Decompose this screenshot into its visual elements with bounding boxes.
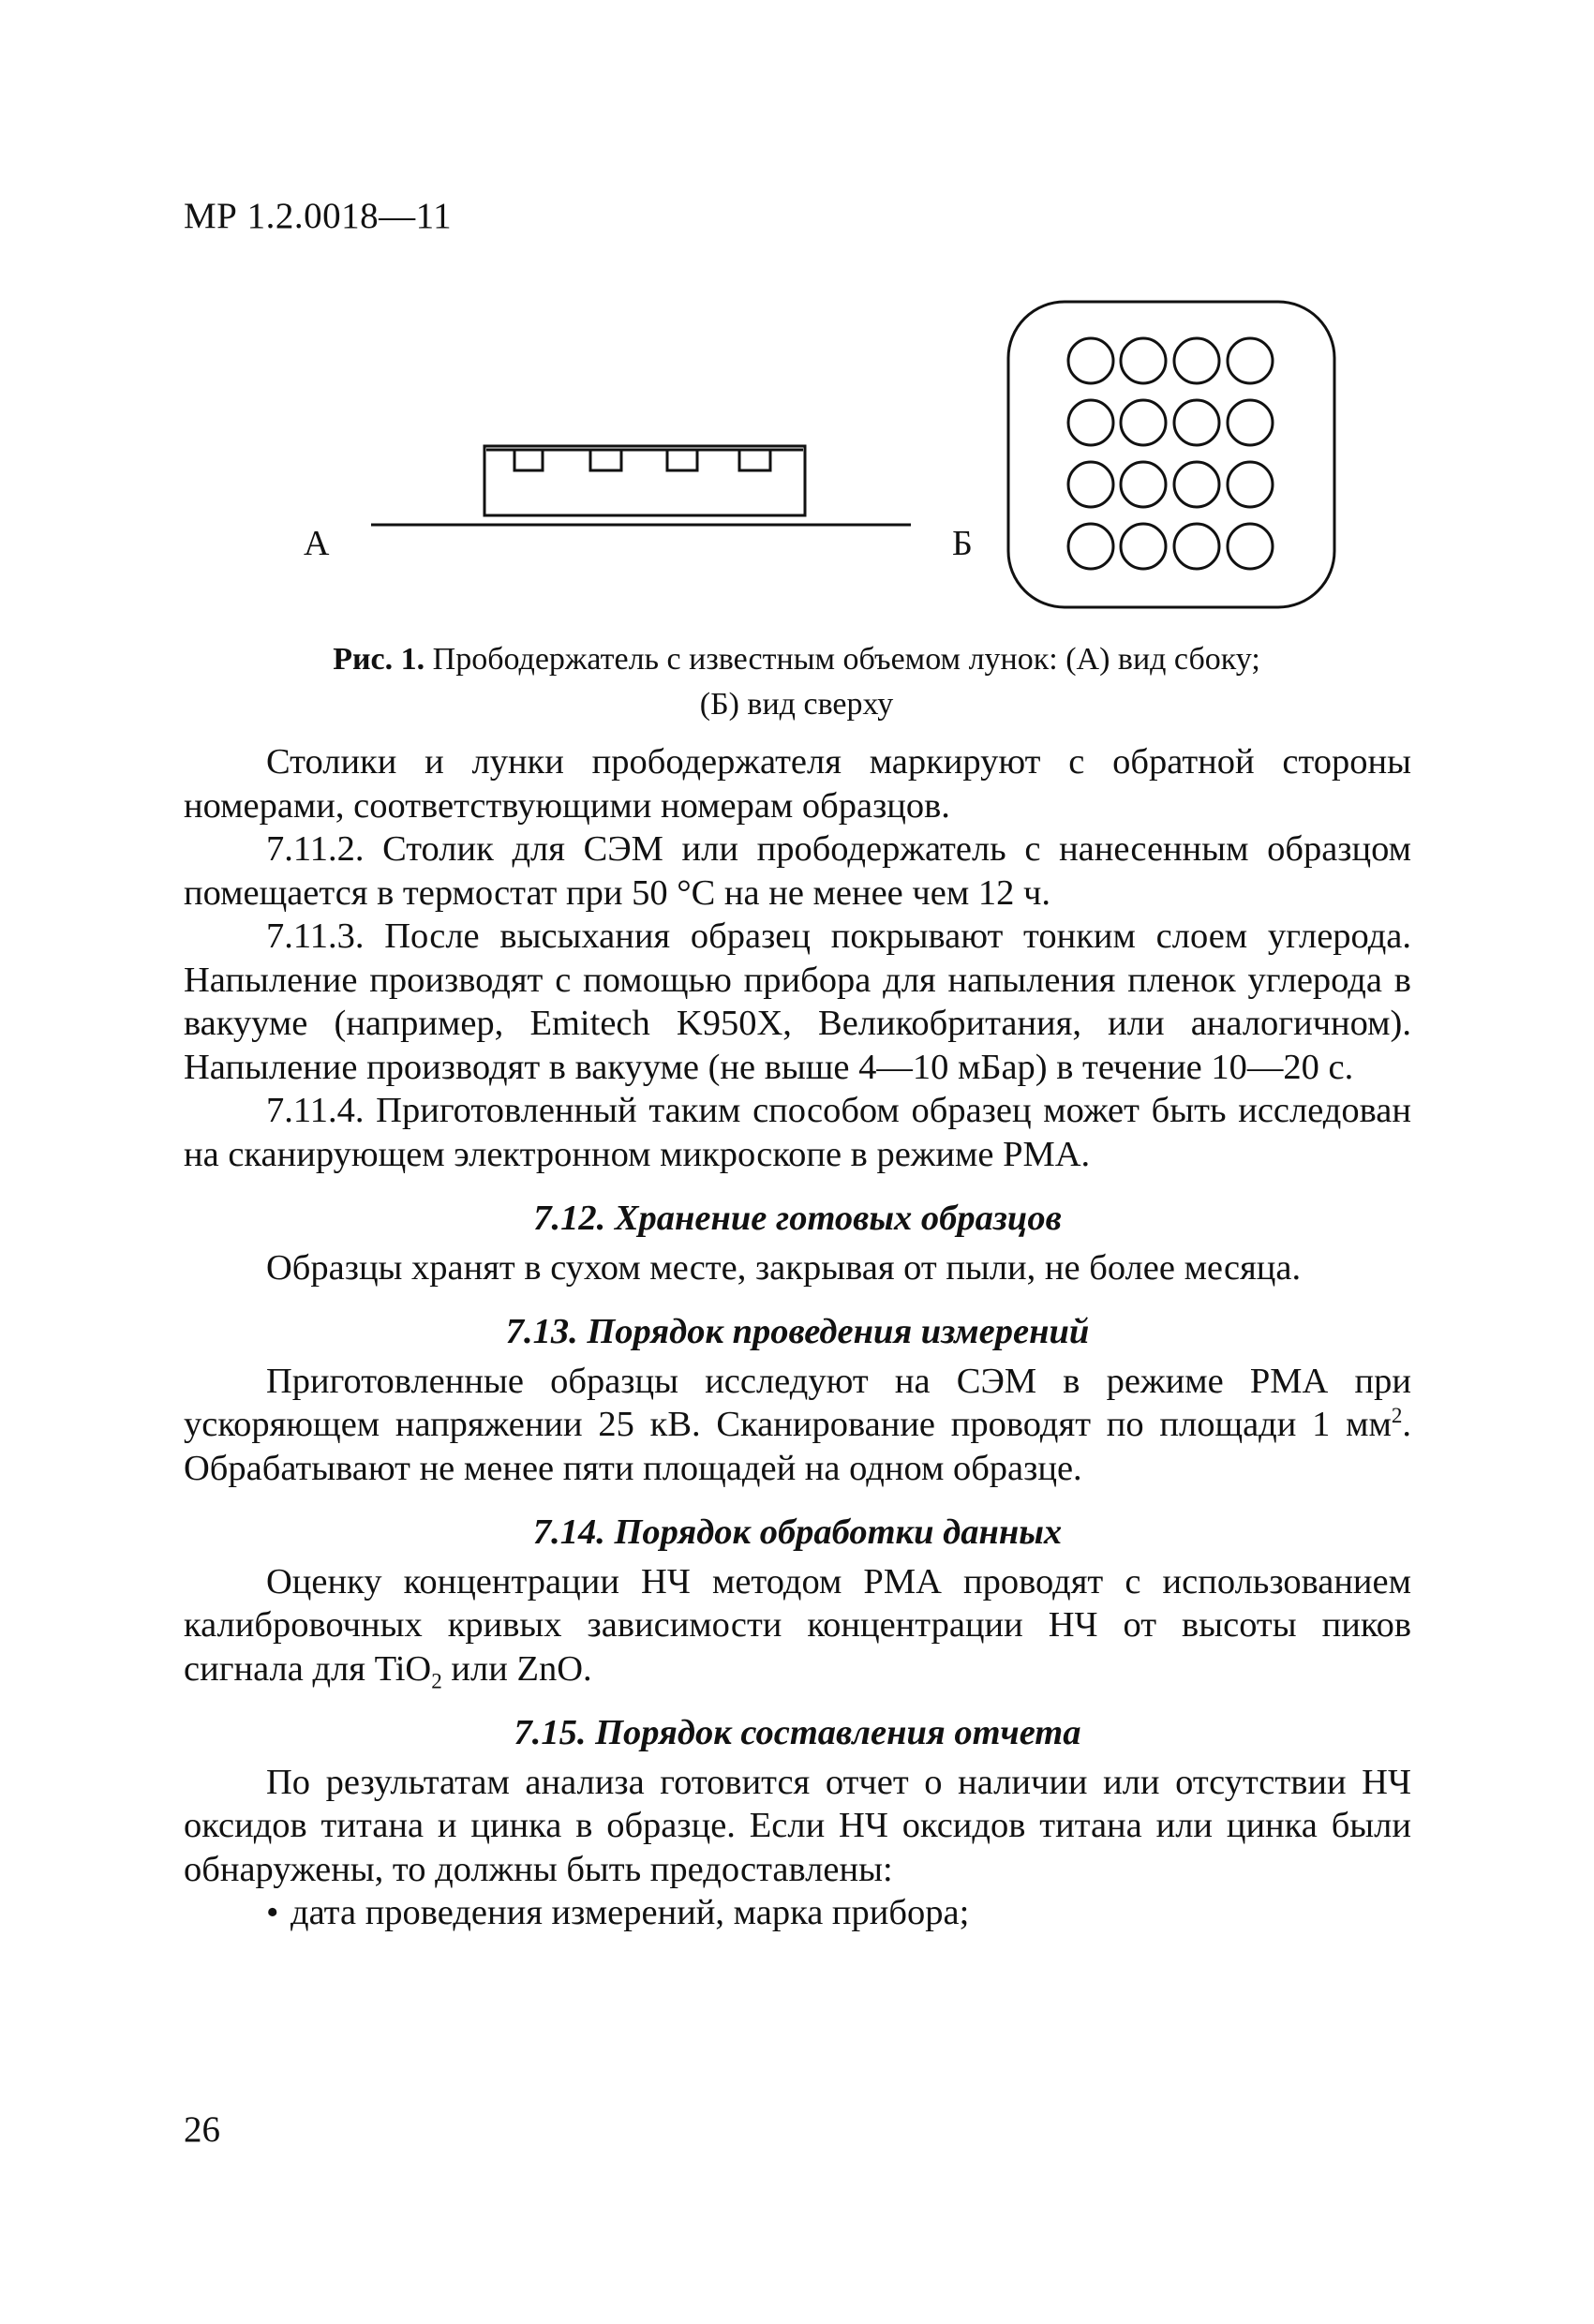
well-circle (1228, 462, 1273, 507)
well-circle (1121, 524, 1166, 569)
section-title-7-14: 7.14. Порядок обработки данных (532, 1512, 1063, 1552)
well-circle (1174, 338, 1219, 383)
side-view (371, 446, 911, 525)
paragraph-7-11-2: 7.11.2. Столик для СЭМ или прободержатель с нанесенным образцом помещается в термостат при 50 °С на не менее чем 12 ч. (184, 829, 1411, 913)
paragraph-7-11-4: 7.11.4. Приготовленный таким способом образец может быть исследован на сканирующем электронном микроскопе в режиме РМА. (184, 1091, 1411, 1174)
well-circle (1121, 338, 1166, 383)
document-code: МР 1.2.0018—11 (184, 196, 453, 236)
well-circle (1068, 462, 1113, 507)
well-circle (1068, 338, 1113, 383)
well-circle (1228, 400, 1273, 445)
section-title-7-13: 7.13. Порядок проведения измерений (505, 1312, 1090, 1351)
figure-label-b: Б (952, 524, 973, 563)
top-view (1008, 302, 1334, 607)
paragraph-7-14: Оценку концентрации НЧ методом РМА проводят с использованием калибровочных кривых зависимости концентрации НЧ от высоты пиков сигнала для TiO$_2$ или ZnO. (184, 1561, 1411, 1693)
side-view-well-3 (667, 450, 697, 470)
caption-line-1: Прободержатель с известным объемом лунок: (А) вид сбоку; (425, 642, 1260, 677)
paragraph-7-15: По результатам анализа готовится отчет о наличии или отсутствии НЧ оксидов титана и цинка в образце. Если НЧ оксидов титана или цинка были обнаружены, то должны быть предоставлены: (184, 1762, 1411, 1889)
top-view-wells (1068, 338, 1273, 569)
section-title-7-12: 7.12. Хранение готовых образцов (533, 1199, 1062, 1238)
paragraph-7-12: Образцы хранят в сухом месте, закрывая от пыли, не более месяца. (266, 1247, 1302, 1288)
caption-line-2: (Б) вид сверху (699, 687, 894, 722)
well-circle (1174, 524, 1219, 569)
well-circle (1228, 338, 1273, 383)
side-view-well-2 (590, 450, 621, 470)
figure-caption (187, 637, 1406, 727)
figure-sample-holder (281, 298, 1359, 617)
well-circle (1068, 524, 1113, 569)
document-body (184, 740, 1411, 1935)
report-items-list (184, 1891, 1411, 1935)
side-view-well-4 (739, 450, 770, 470)
caption-figure-number: Рис. 1. (333, 642, 425, 677)
list-item: • дата проведения измерений, марка прибора; (184, 1891, 1411, 1935)
well-circle (1068, 400, 1113, 445)
section-title-7-15: 7.15. Порядок составления отчета (514, 1713, 1081, 1752)
paragraph-7-11-3: 7.11.3. После высыхания образец покрывают тонким слоем углерода. Напыление производят с помощью прибора для напыления пленок углерода в вакууме (например, Emitech K950X, Великобритания, или аналогичном). Напыление производят в вакууме (не выше 4—10 мБар) в течение 10—20 с. (184, 916, 1411, 1087)
well-circle (1121, 400, 1166, 445)
well-circle (1174, 400, 1219, 445)
top-view-plate-outline (1008, 302, 1334, 607)
well-circle (1174, 462, 1219, 507)
side-view-holder-body (484, 446, 805, 515)
paragraph-7-13: Приготовленные образцы исследуют на СЭМ в режиме РМА при ускоряющем напряжении 25 кВ. Сканирование проводят по площади 1 $мм^2$. Обрабатывают не менее пяти площадей на одном образце. (184, 1361, 1411, 1488)
well-circle (1228, 524, 1273, 569)
bullet-icon: • (266, 1893, 279, 1932)
paragraph-marking: Столики и лунки прободержателя маркируют с обратной стороны номерами, соответствующими номерам образцов. (184, 742, 1411, 826)
side-view-well-1 (514, 450, 543, 470)
figure-label-a: А (304, 524, 330, 563)
well-circle (1121, 462, 1166, 507)
sample-holder-drawing (281, 298, 1359, 617)
page-number: 26 (184, 2109, 220, 2150)
